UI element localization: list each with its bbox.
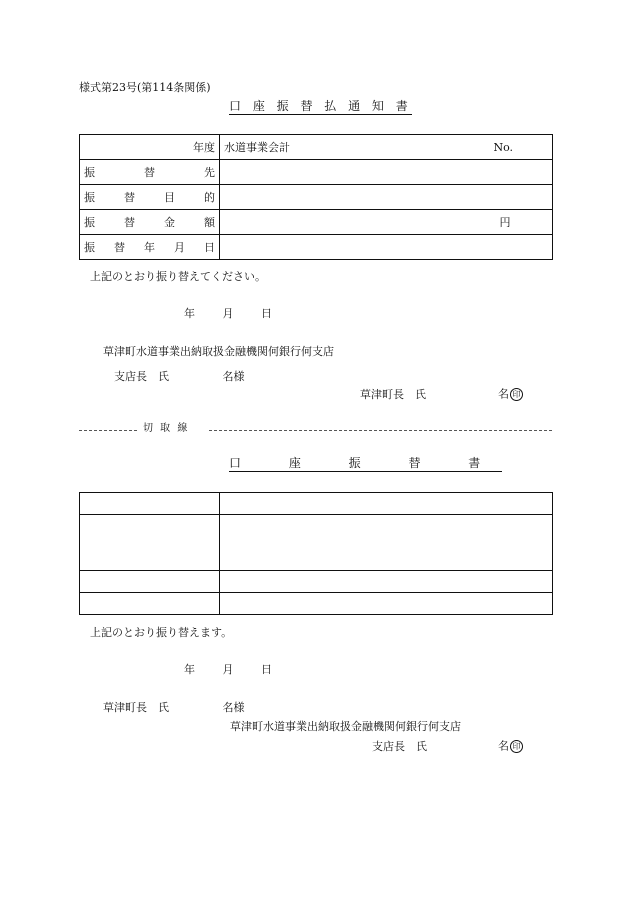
transfer-sender-name — [498, 740, 523, 753]
row-label-char: 振 — [84, 166, 95, 179]
table-row — [80, 515, 553, 571]
year-label: 年 — [184, 663, 195, 676]
row-value-fiscal-year: 水道事業会計 — [220, 135, 490, 160]
table-row — [80, 160, 553, 185]
row-label-char: 日 — [204, 241, 215, 254]
row-value-transfer-date — [220, 235, 490, 260]
row-label-transfer-purpose — [80, 185, 220, 210]
year-label: 年 — [184, 307, 195, 320]
notice-table — [79, 134, 553, 260]
table-row — [80, 135, 553, 160]
table-row — [80, 235, 553, 260]
addressee-title: 支店長 氏 — [114, 370, 169, 383]
seal-icon: 印 — [510, 388, 523, 401]
addressee-title: 草津町長 氏 — [103, 701, 169, 714]
day-label: 日 — [261, 663, 272, 676]
transfer-statement: 上記のとおり振り替えます。 — [90, 626, 233, 639]
form-label: 様式第23号(第114条関係) — [79, 81, 211, 94]
notice-sender-name — [498, 388, 523, 401]
row-value-transfer-destination — [220, 160, 490, 185]
row-label-char: 月 — [174, 241, 185, 254]
table-row — [80, 210, 553, 235]
row-label-text: 年度 — [193, 141, 215, 154]
notice-date — [184, 308, 272, 319]
row-label-char: 先 — [204, 166, 215, 179]
row-label-char: 振 — [84, 216, 95, 229]
day-label: 日 — [261, 307, 272, 320]
transfer-bank-name: 草津町水道事業出納取扱金融機関何銀行何支店 — [230, 720, 461, 733]
row-label-char: 替 — [144, 166, 155, 179]
table-cell — [80, 593, 220, 615]
table-cell — [220, 493, 553, 515]
row-extra-yen: 円 — [490, 210, 553, 235]
row-label-fiscal-year — [80, 135, 220, 160]
table-row — [80, 493, 553, 515]
addressee-suffix: 名様 — [222, 701, 245, 714]
row-label-char: 額 — [204, 216, 215, 229]
notice-sender-title: 草津町長 氏 — [360, 388, 426, 401]
row-label-char: 金 — [164, 216, 175, 229]
row-label-char: 目 — [164, 191, 175, 204]
table-cell — [220, 515, 553, 571]
row-extra — [490, 160, 553, 185]
sender-suffix: 名 — [498, 387, 509, 401]
row-value-transfer-purpose — [220, 185, 490, 210]
row-label-char: 替 — [124, 216, 135, 229]
table-cell — [220, 593, 553, 615]
table-row — [80, 571, 553, 593]
transfer-date — [184, 664, 272, 675]
row-label-char: 振 — [84, 191, 95, 204]
addressee-suffix: 名様 — [222, 370, 245, 383]
row-label-transfer-amount — [80, 210, 220, 235]
row-extra-no: No. — [490, 135, 553, 160]
month-label: 月 — [222, 307, 234, 320]
table-cell — [80, 571, 220, 593]
cut-line-right — [209, 430, 552, 431]
notice-title: 口 座 振 替 払 通 知 書 — [229, 99, 412, 113]
sender-suffix: 名 — [498, 739, 509, 753]
transfer-addressee — [103, 702, 245, 713]
row-value-transfer-amount — [220, 210, 490, 235]
row-label-char: 替 — [124, 191, 135, 204]
row-label-char: 振 — [84, 241, 95, 254]
transfer-sender-title: 支店長 氏 — [372, 740, 427, 753]
table-row — [80, 593, 553, 615]
row-label-char: 替 — [114, 241, 125, 254]
row-label-char: 的 — [204, 191, 215, 204]
transfer-title: 口 座 振 替 書 — [229, 456, 503, 470]
notice-addressee — [114, 371, 245, 382]
row-label-transfer-date — [80, 235, 220, 260]
table-row — [80, 185, 553, 210]
seal-icon: 印 — [510, 740, 523, 753]
row-extra — [490, 185, 553, 210]
notice-statement: 上記のとおり振り替えてください。 — [90, 270, 266, 283]
row-extra — [490, 235, 553, 260]
row-label-transfer-destination — [80, 160, 220, 185]
cut-line-label: 切 取 線 — [143, 423, 190, 434]
cut-line-left — [79, 430, 137, 431]
notice-bank-name: 草津町水道事業出納取扱金融機関何銀行何支店 — [103, 345, 334, 358]
table-cell — [220, 571, 553, 593]
transfer-table — [79, 492, 553, 615]
row-label-char: 年 — [144, 241, 155, 254]
table-cell — [80, 515, 220, 571]
table-cell — [80, 493, 220, 515]
month-label: 月 — [222, 663, 234, 676]
